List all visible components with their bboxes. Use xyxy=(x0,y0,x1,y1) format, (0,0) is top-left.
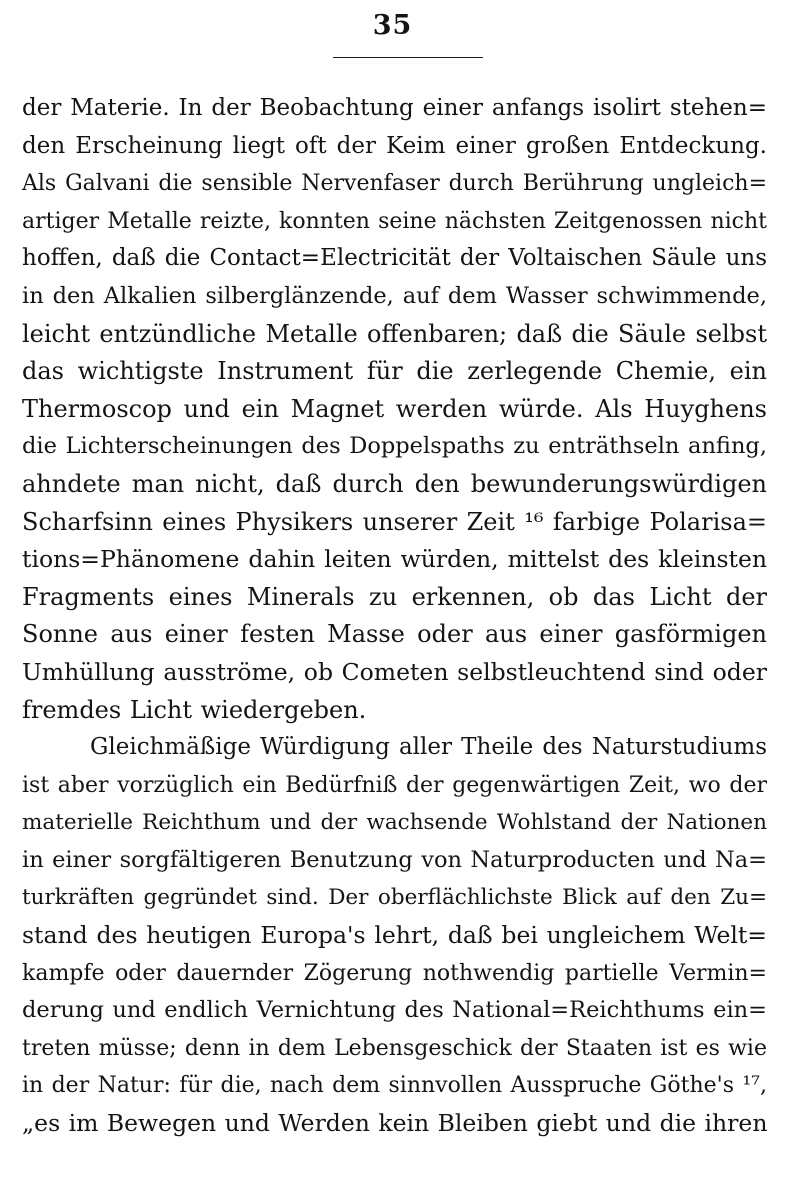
text-line: Gleichmäßige Würdigung aller Theile des Naturstudiums xyxy=(90,734,767,761)
text-line: Umhüllung ausströme, ob Cometen selbstleuchtend sind oder xyxy=(22,657,767,686)
text-line: turkräften gegründet sind. Der oberflächlichste Blick auf den Zu= xyxy=(22,885,767,911)
text-line: die Lichterscheinungen des Doppelspaths zu enträthseln anfing, xyxy=(22,433,767,460)
text-line: fremdes Licht wiedergeben. xyxy=(22,695,367,724)
text-line: ist aber vorzüglich ein Bedürfniß der gegenwärtigen Zeit, wo der xyxy=(22,772,767,798)
text-line: Als Galvani die sensible Nervenfaser durch Berührung ungleich= xyxy=(22,171,767,197)
text-line: der Materie. In der Beobachtung einer anfangs isolirt stehen= xyxy=(22,95,767,121)
text-line: materielle Reichthum und der wachsende Wohlstand der Nationen xyxy=(22,810,767,836)
text-line: Scharfsinn eines Physikers unserer Zeit ¹⁶ farbige Polarisa= xyxy=(22,507,767,536)
text-line: derung und endlich Vernichtung des National=Reichthums ein= xyxy=(22,997,767,1024)
text-line: in der Natur: für die, nach dem sinnvollen Ausspruche Göthe's ¹⁷, xyxy=(22,1073,767,1099)
text-line: Sonne aus einer festen Masse oder aus einer gasförmigen xyxy=(22,620,767,649)
text-line: Fragments eines Minerals zu erkennen, ob das Licht der xyxy=(22,582,767,611)
page-number: 35 xyxy=(372,10,413,41)
text-line: „es im Bewegen und Werden kein Bleiben giebt und die ihren xyxy=(22,1109,768,1138)
text-line: in den Alkalien silberglänzende, auf dem Wasser schwimmende, xyxy=(22,282,767,309)
text-line: das wichtigste Instrument für die zerlegende Chemie, ein xyxy=(22,357,767,386)
text-line: den Erscheinung liegt oft der Keim einer großen Entdeckung. xyxy=(22,132,767,159)
paragraph-2 xyxy=(22,729,767,1143)
header-rule xyxy=(333,57,483,58)
text-line: kampfe oder dauernder Zögerung nothwendig partielle Vermin= xyxy=(22,960,767,986)
text-line: in einer sorgfältigeren Benutzung von Naturproducten und Na= xyxy=(22,846,767,873)
text-line: hoffen, daß die Contact=Electricität der Voltaischen Säule uns xyxy=(22,245,767,272)
text-line: treten müsse; denn in dem Lebensgeschick der Staaten ist es wie xyxy=(22,1035,767,1061)
text-line: ahndete man nicht, daß durch den bewunderungswürdigen xyxy=(22,469,767,498)
text-line: stand des heutigen Europa's lehrt, daß bei ungleichem Welt= xyxy=(22,921,767,950)
body-text xyxy=(22,90,767,1143)
text-line: tions=Phänomene dahin leiten würden, mittelst des kleinsten xyxy=(22,545,767,574)
text-line: artiger Metalle reizte, konnten seine nächsten Zeitgenossen nicht xyxy=(22,208,767,234)
text-line: Thermoscop und ein Magnet werden würde. Als Huyghens xyxy=(22,394,767,423)
paragraph-1 xyxy=(22,90,767,729)
text-line: leicht entzündliche Metalle offenbaren; daß die Säule selbst xyxy=(22,319,767,348)
